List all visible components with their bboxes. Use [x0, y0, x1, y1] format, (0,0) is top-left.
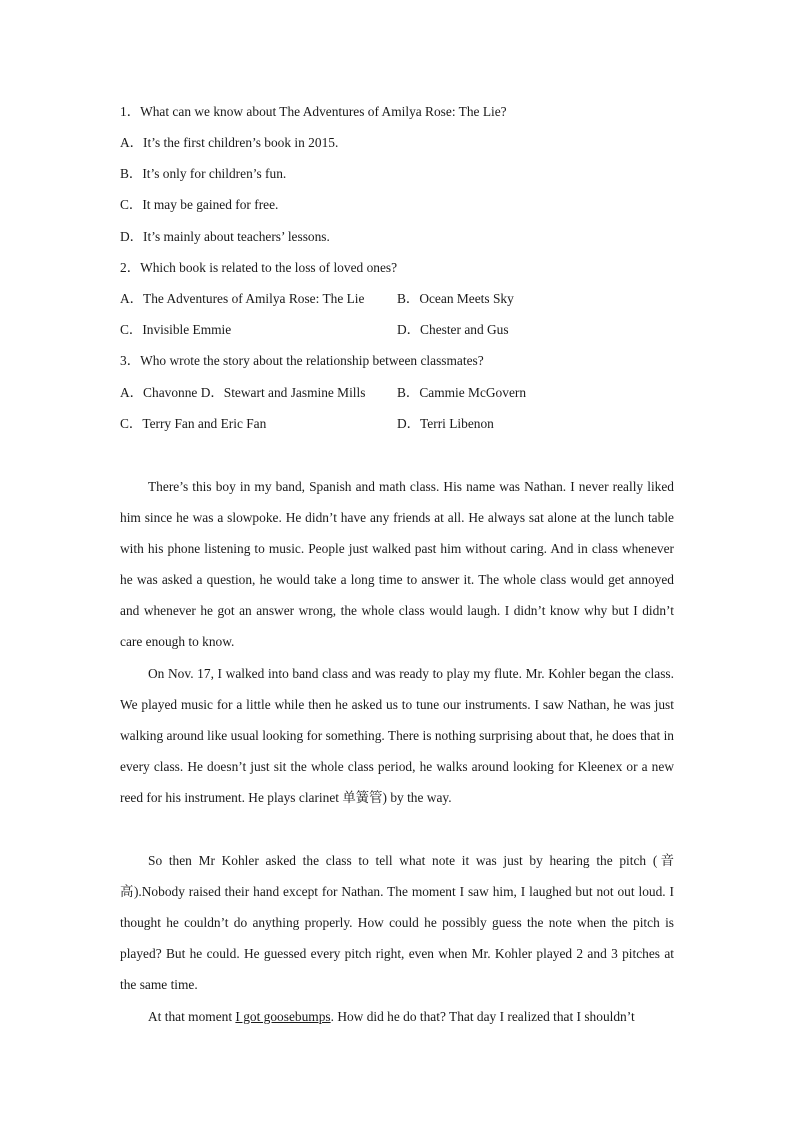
question-1-stem: 1．What can we know about The Adventures of Amilya Rose: The Lie? [120, 104, 507, 119]
question-2-option-d: D．Chester and Gus [397, 322, 509, 337]
underlined-phrase: I got goosebumps [235, 1009, 331, 1024]
passage-paragraph-1: There’s this boy in my band, Spanish and math class. His name was Nathan. I never really liked him since he was a slowpoke. He didn’t have any friends at all. He always sat alone at the lunch table with his phone listening to music. People just walked past him without caring. And in class whenever he was asked a question, he would take a long time to answer it. The whole class would get annoyed and whenever he got an answer wrong, the whole class would laugh. I didn’t know why but I didn’t care enough to know. [120, 479, 674, 650]
question-3-option-b: B．Cammie McGovern [397, 385, 527, 400]
passage-paragraph-4 [120, 1001, 674, 1032]
question-3-option-c: C．Terry Fan and Eric Fan [120, 416, 267, 431]
question-3-stem: 3．Who wrote the story about the relationship between classmates? [120, 353, 484, 368]
question-3-option-a: A．Chavonne D．Stewart and Jasmine Mills [120, 385, 366, 400]
question-2-option-b: B．Ocean Meets Sky [397, 291, 514, 306]
question-2-stem: 2．Which book is related to the loss of loved ones? [120, 260, 398, 275]
passage-paragraph-2: On Nov. 17, I walked into band class and was ready to play my flute. Mr. Kohler began the class. We played music for a little while then he asked us to tune our instruments. I saw Nathan, he was just walking around like usual looking for something. There is nothing surprising about that, he does that in every class. He doesn’t just sit the whole class period, he walks around looking for Kleenex or a new reed for his instrument. He plays clarinet 单簧管) by the way. [120, 666, 674, 806]
question-1-option-b: B．It’s only for children’s fun. [120, 166, 287, 181]
paragraph-4-text-end: . How did he do that? That day I realized that I shouldn’t [330, 1009, 635, 1024]
question-2-option-c: C．Invisible Emmie [120, 322, 232, 337]
question-3-option-d: D．Terri Libenon [397, 416, 494, 431]
question-1-option-a: A．It’s the first children’s book in 2015. [120, 135, 339, 150]
passage-paragraph-3: So then Mr Kohler asked the class to tell what note it was just by hearing the pitch (音高).Nobody raised their hand except for Nathan. The moment I saw him, I laughed but not out loud. I thought he couldn’t do anything properly. How could he possibly guess the note when the pitch is played? But he could. He guessed every pitch right, even when Mr. Kohler played 2 and 3 pitches at the same time. [120, 853, 674, 993]
question-1-option-c: C．It may be gained for free. [120, 197, 279, 212]
question-2-option-a: A．The Adventures of Amilya Rose: The Lie [120, 291, 365, 306]
paragraph-4-text-start: At that moment [148, 1009, 236, 1024]
question-1-option-d: D．It’s mainly about teachers’ lessons. [120, 229, 330, 244]
